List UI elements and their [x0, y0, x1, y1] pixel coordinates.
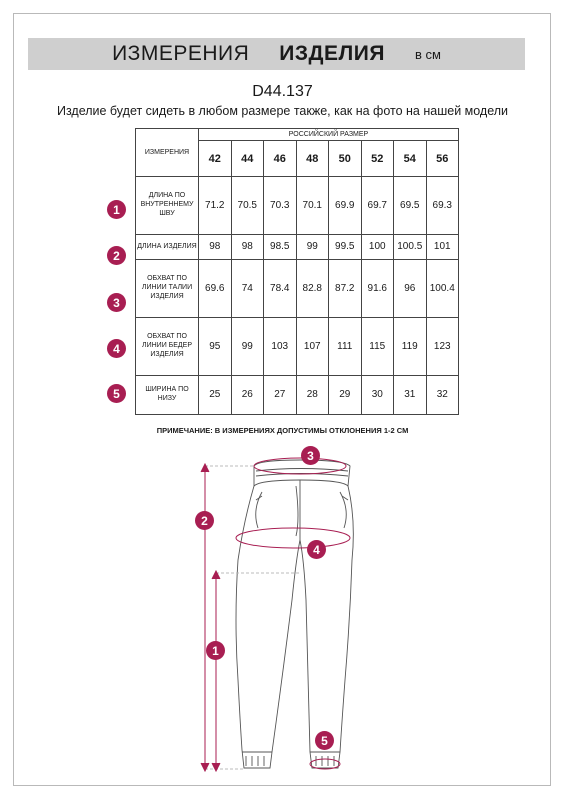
- table-cell: 98: [199, 234, 232, 259]
- table-cell: 31: [394, 375, 427, 414]
- diagram-badge-hem: 5: [315, 731, 334, 750]
- table-cell: 70.3: [264, 177, 297, 235]
- table-cell: 98.5: [264, 234, 297, 259]
- table-cell: 100.5: [394, 234, 427, 259]
- pants-outline: [236, 460, 353, 768]
- size-header: 50: [329, 141, 362, 177]
- row-badge: 1: [107, 200, 126, 219]
- table-cell: 119: [394, 317, 427, 375]
- row-label: ДЛИНА ИЗДЕЛИЯ: [136, 234, 199, 259]
- row-badge: 5: [107, 384, 126, 403]
- table-cell: 123: [426, 317, 459, 375]
- table-cell: 27: [264, 375, 297, 414]
- table-cell: 99.5: [329, 234, 362, 259]
- table-cell: 82.8: [296, 260, 329, 318]
- size-header: 56: [426, 141, 459, 177]
- table-cell: 28: [296, 375, 329, 414]
- table-cell: 99: [296, 234, 329, 259]
- size-header: 54: [394, 141, 427, 177]
- size-header: 42: [199, 141, 232, 177]
- size-header: 48: [296, 141, 329, 177]
- table-cell: 26: [231, 375, 264, 414]
- diagram-badge-length: 2: [195, 511, 214, 530]
- table-cell: 69.3: [426, 177, 459, 235]
- row-badge: 2: [107, 246, 126, 265]
- title-unit: в см: [414, 46, 441, 62]
- table-cell: 69.5: [394, 177, 427, 235]
- table-cell: 100: [361, 234, 394, 259]
- diagram-badge-waist: 3: [301, 446, 320, 465]
- table-cell: 70.5: [231, 177, 264, 235]
- row-label: ОБХВАТ ПО ЛИНИИ ТАЛИИ ИЗДЕЛИЯ: [136, 260, 199, 318]
- table-cell: 74: [231, 260, 264, 318]
- fit-note: Изделие будет сидеть в любом размере также, как на фото на нашей модели: [56, 104, 509, 118]
- table-cell: 99: [231, 317, 264, 375]
- table-cell: 103: [264, 317, 297, 375]
- russian-size-header: РОССИЙСКИЙ РАЗМЕР: [199, 129, 459, 141]
- diagram-badge-hips: 4: [307, 540, 326, 559]
- tolerance-note: ПРИМЕЧАНИЕ: В ИЗМЕРЕНИЯХ ДОПУСТИМЫ ОТКЛОНЕНИЯ 1-2 СМ: [156, 426, 409, 435]
- table-cell: 25: [199, 375, 232, 414]
- size-header: 52: [361, 141, 394, 177]
- table-cell: 101: [426, 234, 459, 259]
- table-cell: 100.4: [426, 260, 459, 318]
- size-header: 46: [264, 141, 297, 177]
- article-number: D44.137: [252, 83, 313, 100]
- table-cell: 69.7: [361, 177, 394, 235]
- row-badge: 3: [107, 293, 126, 312]
- size-header: 44: [231, 141, 264, 177]
- table-cell: 96: [394, 260, 427, 318]
- table-cell: 71.2: [199, 177, 232, 235]
- row-label: ДЛИНА ПО ВНУТРЕННЕМУ ШВУ: [136, 177, 199, 235]
- table-cell: 32: [426, 375, 459, 414]
- table-cell: 111: [329, 317, 362, 375]
- title-product: ИЗДЕЛИЯ: [279, 42, 385, 65]
- diagram-badge-inseam: 1: [206, 641, 225, 660]
- table-cell: 29: [329, 375, 362, 414]
- table-cell: 98: [231, 234, 264, 259]
- row-label: ОБХВАТ ПО ЛИНИИ БЕДЕР ИЗДЕЛИЯ: [136, 317, 199, 375]
- table-cell: 95: [199, 317, 232, 375]
- measure-header: ИЗМЕРЕНИЯ: [136, 129, 199, 177]
- row-label: ШИРИНА ПО НИЗУ: [136, 375, 199, 414]
- table-cell: 69.6: [199, 260, 232, 318]
- table-cell: 107: [296, 317, 329, 375]
- table-cell: 115: [361, 317, 394, 375]
- table-cell: 87.2: [329, 260, 362, 318]
- table-cell: 30: [361, 375, 394, 414]
- row-badge: 4: [107, 339, 126, 358]
- table-cell: 78.4: [264, 260, 297, 318]
- title-measurements: ИЗМЕРЕНИЯ: [112, 42, 250, 65]
- table-cell: 69.9: [329, 177, 362, 235]
- table-cell: 70.1: [296, 177, 329, 235]
- table-cell: 91.6: [361, 260, 394, 318]
